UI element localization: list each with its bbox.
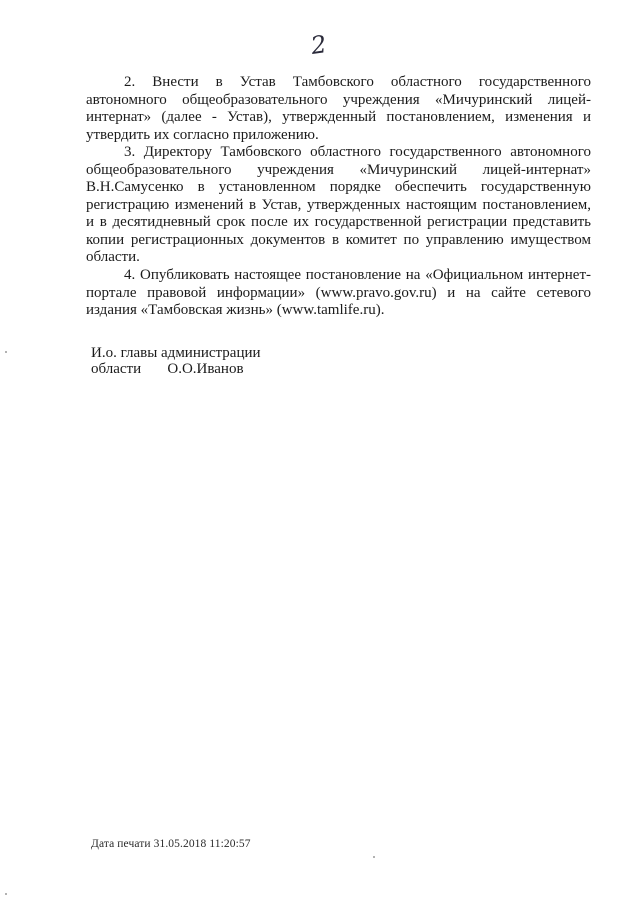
- handwritten-page-number: 2: [309, 30, 329, 60]
- scan-speck: [5, 893, 7, 895]
- paragraph-2: 2. Внести в Устав Тамбовского областного государственного автономного общеобразовательного учреждения «Мичуринский лицей-интернат» (далее - Устав), утвержденный постановлением, изменения и утвердить их согласно приложению.: [86, 74, 591, 143]
- signature-block: [91, 345, 261, 377]
- signatory-position: И.о. главы администрации: [91, 345, 261, 361]
- print-date-footer: Дата печати 31.05.2018 11:20:57: [91, 838, 251, 850]
- signatory-name: области О.О.Иванов: [91, 361, 244, 377]
- document-body: [86, 74, 591, 320]
- paragraph-4: 4. Опубликовать настоящее постановление на «Официальном интернет-портале правовой информации» (www.pravo.gov.ru) и на сайте сетевого издания «Тамбовская жизнь» (www.tamlife.ru).: [86, 267, 591, 319]
- scan-speck: [373, 856, 375, 858]
- paragraph-3: 3. Директору Тамбовского областного государственного автономного общеобразовательного учреждения «Мичуринский лицей-интернат» В.Н.Самусенко в установленном порядке обеспечить государственную регистрацию изменений в Устав, утвержденных настоящим постановлением, и в десятидневный срок после их государственной регистрации представить копии регистрационных документов в комитет по управлению имуществом области.: [86, 144, 591, 266]
- scan-speck: [5, 351, 7, 353]
